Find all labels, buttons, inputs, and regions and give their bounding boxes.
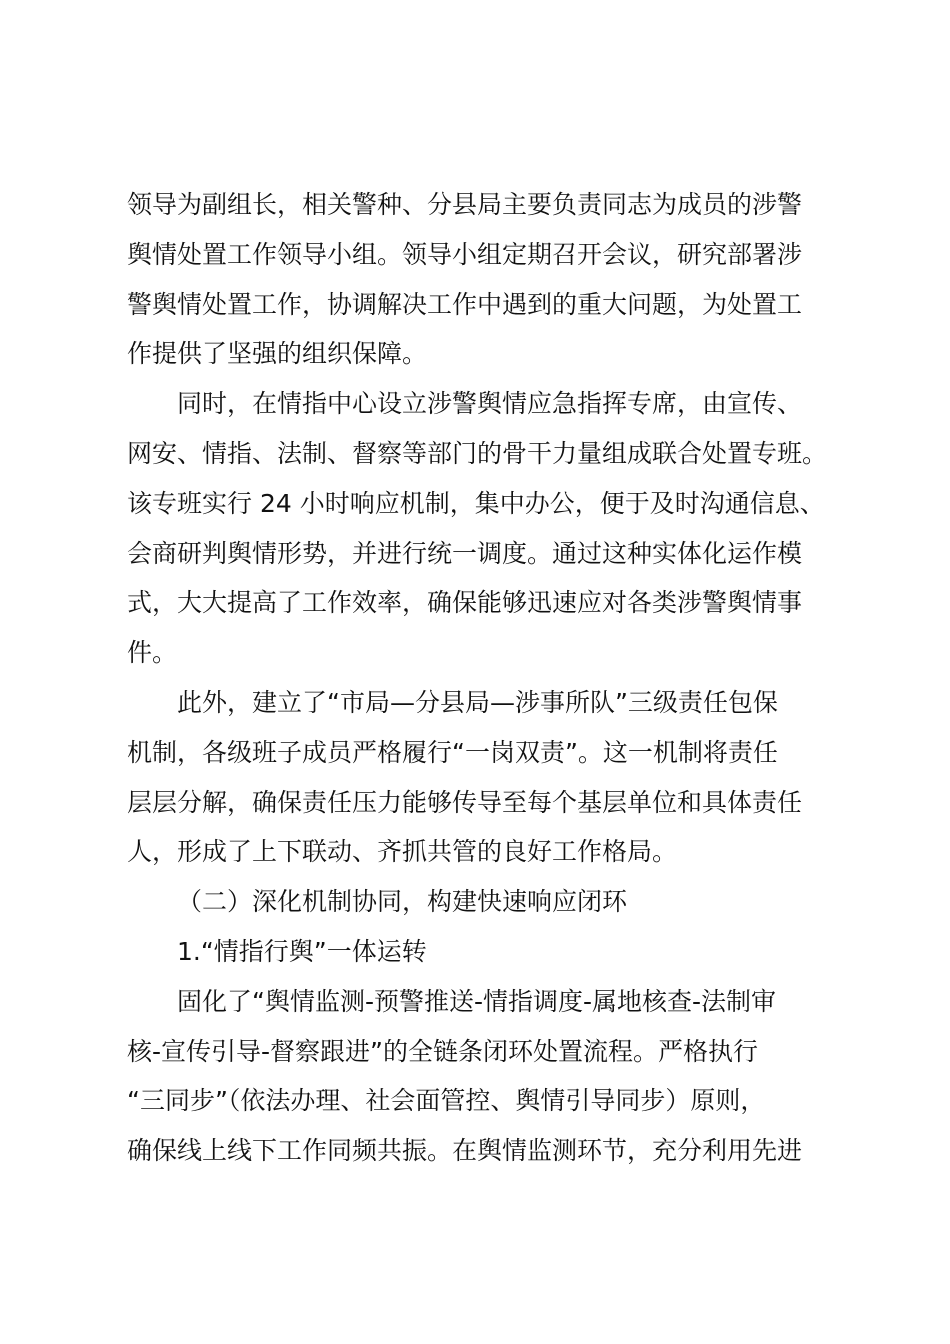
paragraph-responsibility: [127, 678, 847, 877]
text-line: 此外，建立了“市局—分县局—涉事所队”三级责任包保: [177, 687, 778, 717]
text-line: 确保线上线下工作同频共振。在舆情监测环节，充分利用先进: [127, 1136, 803, 1166]
text-line: 层层分解，确保责任压力能够传导至每个基层单位和具体责任: [127, 787, 803, 817]
text-line: 会商研判舆情形势，并进行统一调度。通过这种实体化运作模: [127, 538, 803, 568]
paragraph-leadership-group: [127, 180, 847, 379]
text-line: 式，大大提高了工作效率，确保能够迅速应对各类涉警舆情事: [127, 588, 803, 618]
text-line: 核-宣传引导-督察跟进”的全链条闭环处置流程。严格执行: [127, 1036, 758, 1066]
section-heading: （二）深化机制协同，构建快速响应闭环: [177, 887, 628, 917]
paragraph-command-desk: [127, 379, 847, 678]
text-line: 警舆情处置工作，协调解决工作中遇到的重大问题，为处置工: [127, 289, 803, 319]
text-line: 固化了“舆情监测-预警推送-情指调度-属地核查-法制审: [177, 986, 777, 1016]
text-line: 人，形成了上下联动、齐抓共管的良好工作格局。: [127, 837, 678, 867]
text-line: 同时，在情指中心设立涉警舆情应急指挥专席，由宣传、: [177, 389, 803, 419]
paragraph-closed-loop-process: [127, 977, 847, 1176]
text-line: 作提供了坚强的组织保障。: [127, 339, 428, 369]
text-line: 该专班实行 24 小时响应机制，集中办公，便于及时沟通信息、: [127, 488, 825, 518]
document-body: [127, 180, 847, 1176]
text-line: 网安、情指、法制、督察等部门的骨干力量组成联合处置专班。: [127, 438, 828, 468]
text-line: 机制，各级班子成员严格履行“一岗双责”。这一机制将责任: [127, 737, 778, 767]
sub-heading: 1.“情指行舆”一体运转: [177, 936, 427, 966]
text-line: 舆情处置工作领导小组。领导小组定期召开会议，研究部署涉: [127, 239, 803, 269]
text-line: 件。: [127, 638, 178, 668]
text-line: “三同步”（依法办理、社会面管控、舆情引导同步）原则，: [127, 1086, 766, 1116]
text-line: 领导为副组长，相关警种、分县局主要负责同志为成员的涉警: [127, 190, 803, 219]
